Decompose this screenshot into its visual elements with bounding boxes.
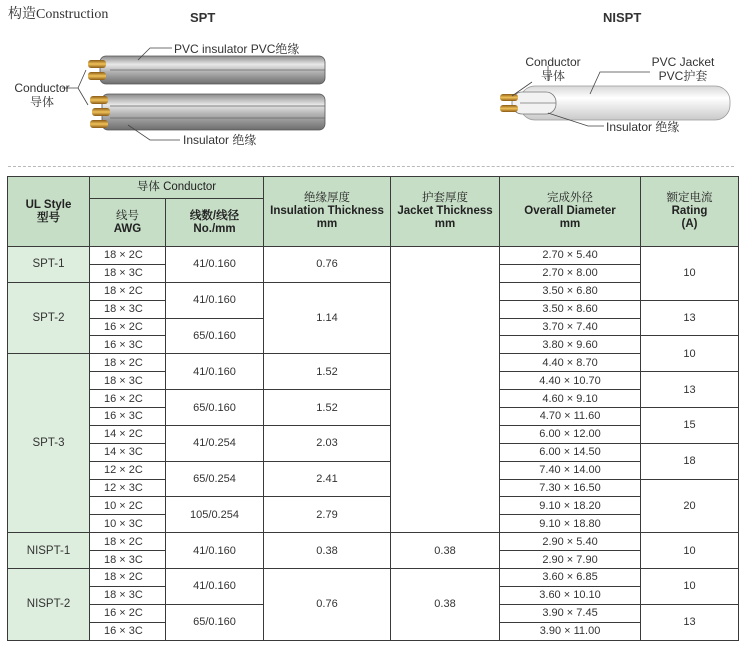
cell-rating: 13 [641,300,739,336]
spt-insulator-label: Insulator 绝缘 [183,133,257,147]
cell-diameter: 4.40 × 10.70 [500,372,641,390]
cell-awg: 12 × 2C [90,461,166,479]
nispt-conductor-label-en: Conductor [525,55,581,69]
spt-3c-cable [90,94,325,130]
nispt-diagram-title: NISPT [603,10,642,25]
cell-rating: 15 [641,408,739,444]
cell-diameter: 3.90 × 11.00 [500,622,641,640]
cell-awg: 18 × 3C [90,551,166,569]
cell-awg: 16 × 3C [90,408,166,426]
nispt-jacket-label-en: PVC Jacket [651,55,715,69]
cell-strands: 41/0.254 [166,425,264,461]
cell-awg: 18 × 2C [90,247,166,265]
cell-strands: 65/0.160 [166,318,264,354]
cell-diameter: 7.40 × 14.00 [500,461,641,479]
header-conductor-group: 导体 Conductor [90,177,264,199]
table-row [8,425,739,443]
spec-table-body [8,247,739,641]
cell-diameter: 4.70 × 11.60 [500,408,641,426]
cell-strands: 41/0.160 [166,247,264,283]
nispt-cable [500,86,730,120]
table-row [8,247,739,265]
cell-diameter: 3.70 × 7.40 [500,318,641,336]
cell-diameter: 9.10 × 18.80 [500,515,641,533]
cell-diameter: 3.50 × 6.80 [500,282,641,300]
table-row [8,569,739,587]
cell-strands: 41/0.160 [166,569,264,605]
cell-ul-style: SPT-1 [8,247,90,283]
cell-awg: 18 × 2C [90,282,166,300]
header-ul-style: UL Style 型号 [8,177,90,247]
cell-strands: 65/0.160 [166,390,264,426]
cell-jacket: 0.38 [391,533,500,569]
cell-insulation: 0.76 [264,569,391,641]
table-row [8,533,739,551]
cell-awg: 18 × 3C [90,300,166,318]
spt-conductor-label-en: Conductor [14,81,70,95]
cell-awg: 16 × 2C [90,318,166,336]
cell-awg: 18 × 3C [90,586,166,604]
cell-diameter: 2.90 × 5.40 [500,533,641,551]
cell-insulation: 2.03 [264,425,391,461]
header-insulation-thickness: 绝缘厚度 Insulation Thickness mm [264,177,391,247]
header-jacket-thickness: 护套厚度 Jacket Thickness mm [391,177,500,247]
cell-diameter: 2.90 × 7.90 [500,551,641,569]
cell-rating: 10 [641,533,739,569]
cell-awg: 16 × 2C [90,390,166,408]
cell-ul-style: SPT-3 [8,354,90,533]
cell-strands: 41/0.160 [166,354,264,390]
spt-2c-cable [88,56,325,84]
cell-rating: 13 [641,372,739,408]
cell-rating: 10 [641,247,739,301]
cell-diameter: 6.00 × 12.00 [500,425,641,443]
cell-insulation: 1.14 [264,282,391,354]
cable-illustrations [0,0,740,166]
cell-strands: 41/0.160 [166,282,264,318]
cell-jacket [391,247,500,533]
cell-diameter: 9.10 × 18.20 [500,497,641,515]
cell-awg: 14 × 3C [90,443,166,461]
cell-diameter: 2.70 × 8.00 [500,264,641,282]
cell-awg: 16 × 3C [90,336,166,354]
cell-ul-style: SPT-2 [8,282,90,354]
cell-awg: 16 × 2C [90,604,166,622]
cell-awg: 10 × 2C [90,497,166,515]
cell-awg: 18 × 2C [90,569,166,587]
cell-rating: 20 [641,479,739,533]
section-divider [8,166,734,167]
section-title: 构造Construction [8,7,109,22]
cell-strands: 65/0.160 [166,604,264,640]
nispt-insulator-label: Insulator 绝缘 [606,120,680,134]
cell-rating: 10 [641,569,739,605]
cell-diameter: 3.60 × 10.10 [500,586,641,604]
cell-rating: 18 [641,443,739,479]
spt-conductor-label-cn: 导体 [29,95,54,109]
cell-diameter: 3.50 × 8.60 [500,300,641,318]
table-row [8,461,739,479]
cell-strands: 105/0.254 [166,497,264,533]
header-strands: 线数/线径 No./mm [166,199,264,247]
table-row [8,282,739,300]
cell-insulation: 1.52 [264,390,391,426]
cell-jacket: 0.38 [391,569,500,641]
cell-diameter: 2.70 × 5.40 [500,247,641,265]
cell-strands: 41/0.160 [166,533,264,569]
spt-pvc-insulator-label: PVC insulator PVC绝缘 [174,42,300,56]
cell-awg: 10 × 3C [90,515,166,533]
cell-awg: 14 × 2C [90,425,166,443]
cell-insulation: 0.76 [264,247,391,283]
cell-awg: 16 × 3C [90,622,166,640]
nispt-jacket-label-cn: PVC护套 [658,69,708,83]
table-row [8,354,739,372]
cell-ul-style: NISPT-2 [8,569,90,641]
cell-awg: 18 × 2C [90,533,166,551]
cell-insulation: 2.41 [264,461,391,497]
cell-diameter: 4.60 × 9.10 [500,390,641,408]
cell-diameter: 3.60 × 6.85 [500,569,641,587]
cell-ul-style: NISPT-1 [8,533,90,569]
cell-rating: 13 [641,604,739,640]
cell-insulation: 0.38 [264,533,391,569]
header-awg: 线号 AWG [90,199,166,247]
cell-awg: 18 × 3C [90,372,166,390]
table-row [8,497,739,515]
spt-diagram-title: SPT [190,10,216,25]
cell-diameter: 6.00 × 14.50 [500,443,641,461]
table-row [8,390,739,408]
cell-awg: 18 × 3C [90,264,166,282]
cell-rating: 10 [641,336,739,372]
cell-awg: 18 × 2C [90,354,166,372]
cell-diameter: 3.90 × 7.45 [500,604,641,622]
nispt-conductor-label-cn: 导体 [540,69,565,83]
cell-insulation: 1.52 [264,354,391,390]
spec-table [7,176,739,641]
cell-strands: 65/0.254 [166,461,264,497]
header-rating: 额定电流 Rating (A) [641,177,739,247]
cell-diameter: 4.40 × 8.70 [500,354,641,372]
cell-awg: 12 × 3C [90,479,166,497]
cell-diameter: 3.80 × 9.60 [500,336,641,354]
cell-diameter: 7.30 × 16.50 [500,479,641,497]
cell-insulation: 2.79 [264,497,391,533]
header-overall-diameter: 完成外径 Overall Diameter mm [500,177,641,247]
